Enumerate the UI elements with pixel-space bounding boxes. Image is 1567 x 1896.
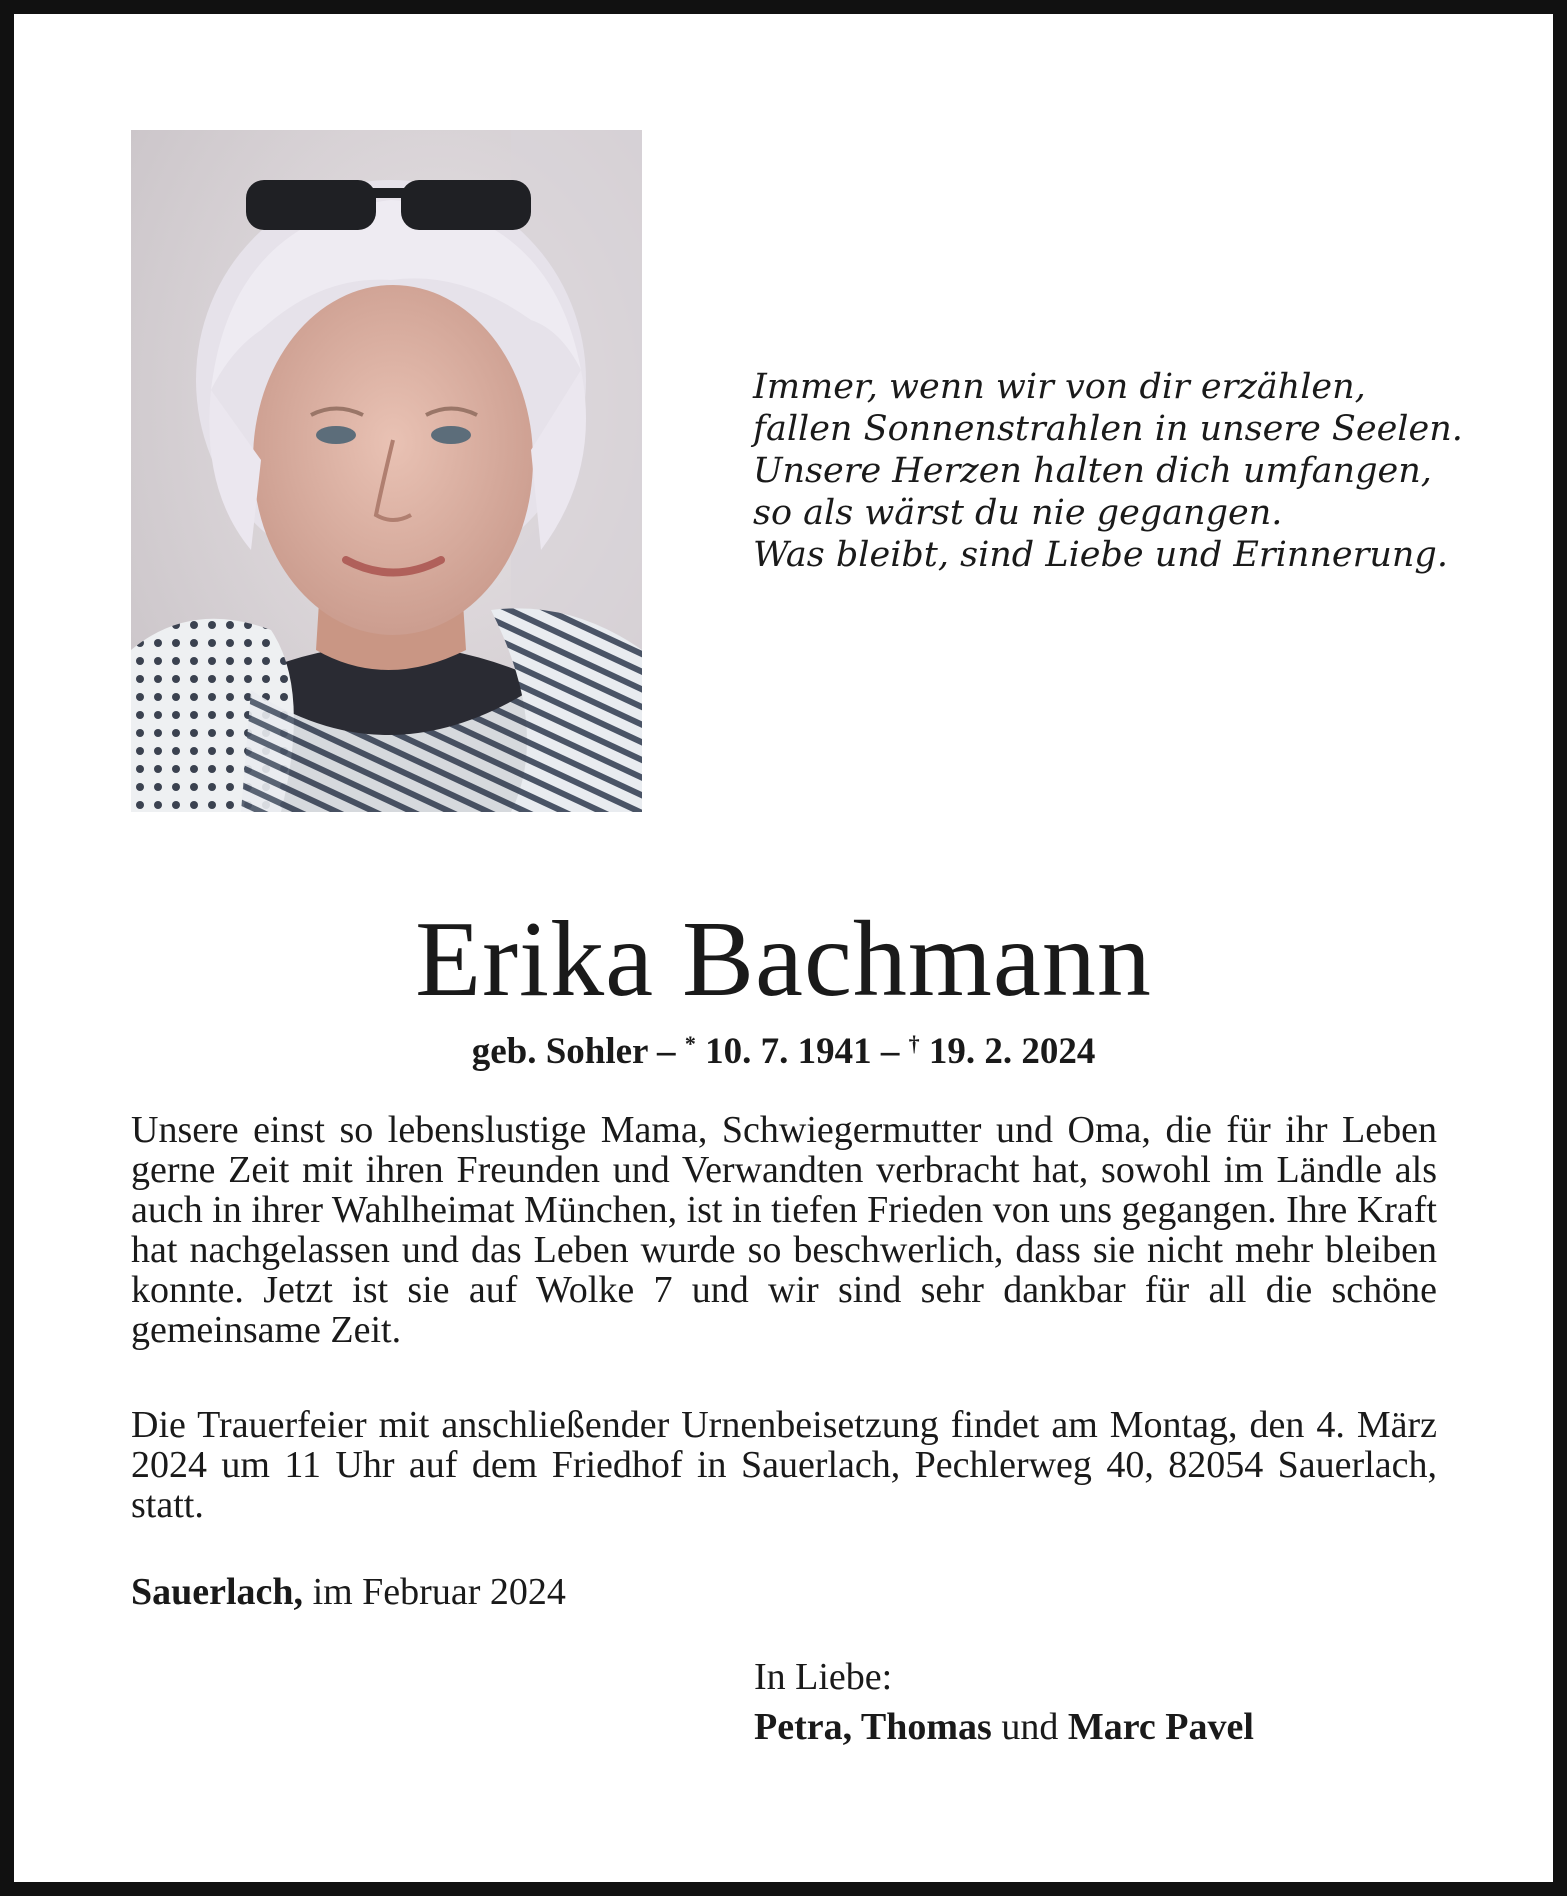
portrait-photo [131,130,642,812]
place-date: im Februar 2024 [312,1571,566,1613]
funeral-info-paragraph: Die Trauerfeier mit anschließender Urnenbeisetzung findet am Montag, den 4. März 2024 um 11 Uhr auf dem Friedhof in Sauerlach, Pechlerweg 40, 82054 Sauerlach, statt. [131,1404,1437,1526]
death-date: 19. 2. 2024 [928,1031,1096,1072]
signature-names [754,1705,1254,1749]
birth-date: 10. 7. 1941 – [705,1031,900,1072]
life-dates [0,1022,1567,1074]
portrait-illustration [131,130,642,812]
birth-symbol: * [684,1031,696,1056]
poem-line: Unsere Herzen halten dich umfangen, [753,451,1432,491]
memorial-poem [753,366,1463,576]
signature-intro: In Liebe: [754,1656,893,1698]
place-city: Sauerlach, [131,1571,304,1613]
signature-name-1: Petra, Thomas [754,1706,992,1748]
poem-line: fallen Sonnenstrahlen in unsere Seelen. [753,409,1463,449]
maiden-name: geb. Sohler – [471,1031,676,1072]
poem-line: Was bleibt, sind Liebe und Erinnerung. [753,535,1448,575]
deceased-name: Erika Bachmann [415,900,1152,1019]
obituary-paragraph: Unsere einst so lebenslustige Mama, Schwiegermutter und Oma, die für ihr Leben gerne Zeit mit ihren Freunden und Verwandten verbracht hat, sowohl im Ländle als auch in ihrer Wahlheimat München, ist in tiefen Frieden von uns gegangen. Ihre Kraft hat nachgelassen und das Leben wurde so beschwerlich, dass sie nicht mehr bleiben konnte. Jetzt ist sie auf Wolke 7 und wir sind sehr dankbar für all die schöne gemeinsame Zeit. [131,1109,1437,1351]
poem-line: Immer, wenn wir von dir erzählen, [753,367,1366,407]
death-symbol: † [908,1031,920,1056]
signature-connector: und [1001,1706,1059,1748]
poem-line: so als wärst du nie gegangen. [753,493,1283,533]
place-and-date [131,1570,566,1614]
signature-name-2: Marc Pavel [1067,1706,1254,1748]
